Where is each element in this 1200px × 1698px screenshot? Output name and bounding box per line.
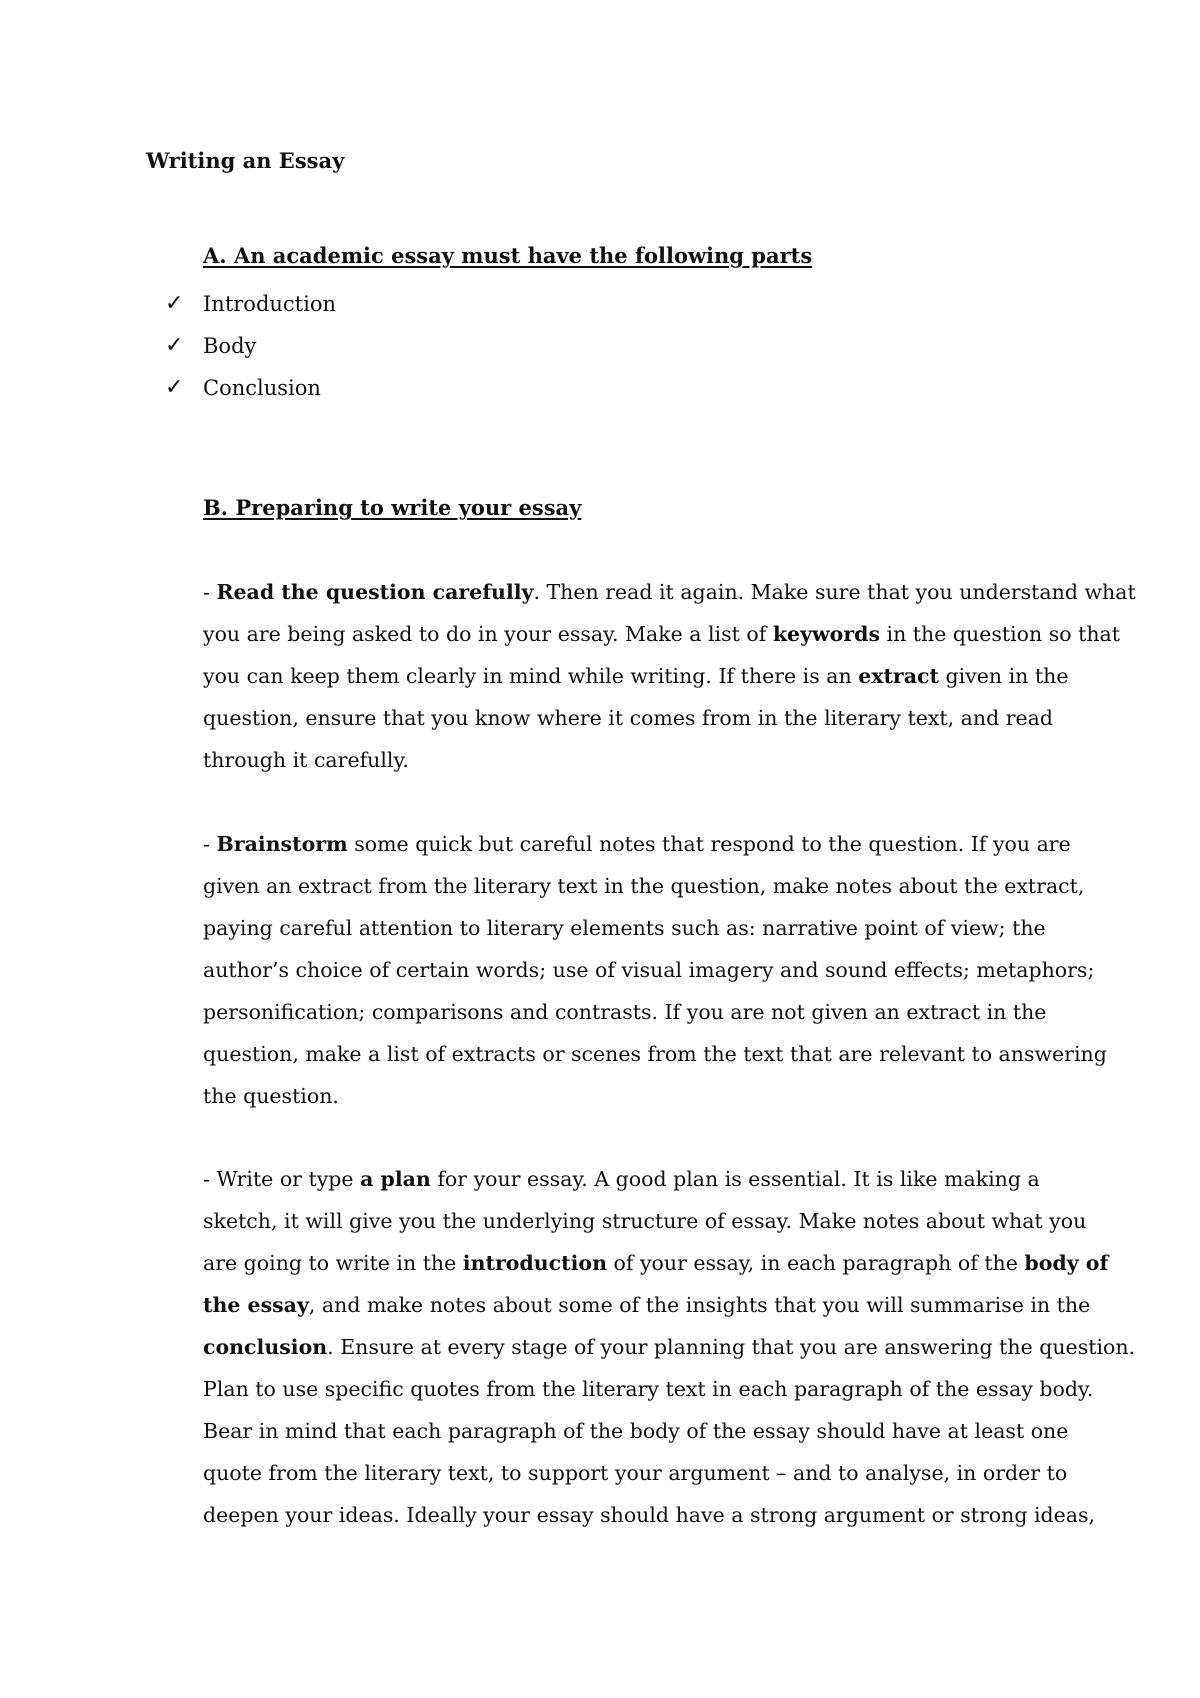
- paragraph-line: given an extract from the literary text in the question, make notes about the extract,: [203, 874, 1085, 898]
- paragraph-line: you can keep them clearly in mind while writing. If there is an extract given in the: [203, 664, 1069, 688]
- bold-keyword: the essay: [203, 1293, 309, 1317]
- essay-parts-checklist: [165, 283, 336, 409]
- checklist-item-label: Conclusion: [203, 376, 321, 400]
- checklist-item-label: Introduction: [203, 292, 336, 316]
- checklist-item: [165, 367, 336, 409]
- paragraph-line: quote from the literary text, to support your argument – and to analyse, in order to: [203, 1461, 1068, 1485]
- bold-keyword: keywords: [772, 622, 880, 646]
- checkmark-icon: ✓: [165, 291, 184, 316]
- paragraph-line: - Read the question carefully. Then read it again. Make sure that you understand what: [203, 580, 1136, 604]
- paragraph-line: conclusion. Ensure at every stage of your planning that you are answering the question.: [203, 1335, 1136, 1359]
- checklist-item: [165, 283, 336, 325]
- checkmark-icon: ✓: [165, 333, 184, 358]
- paragraph-line: question, make a list of extracts or scenes from the text that are relevant to answering: [203, 1042, 1107, 1066]
- paragraph-line: Plan to use specific quotes from the literary text in each paragraph of the essay body.: [203, 1377, 1094, 1401]
- paragraph-line: through it carefully.: [203, 748, 409, 772]
- document-title: Writing an Essay: [146, 148, 345, 173]
- bold-keyword: extract: [858, 664, 939, 688]
- bold-keyword: conclusion: [203, 1335, 328, 1359]
- paragraph-line: the question.: [203, 1084, 339, 1108]
- paragraph-line: Bear in mind that each paragraph of the body of the essay should have at least one: [203, 1419, 1069, 1443]
- paragraph-line: - Write or type a plan for your essay. A good plan is essential. It is like making a: [203, 1167, 1040, 1191]
- checklist-item-label: Body: [203, 334, 257, 358]
- bold-keyword: Brainstorm: [216, 832, 348, 856]
- section-b-heading: B. Preparing to write your essay: [203, 495, 582, 520]
- paragraph-brainstorm: [203, 823, 1107, 1117]
- paragraph-line: author’s choice of certain words; use of visual imagery and sound effects; metaphors;: [203, 958, 1095, 982]
- bold-keyword: body of: [1024, 1251, 1109, 1275]
- paragraph-read-question: [203, 571, 1136, 781]
- paragraph-line: sketch, it will give you the underlying structure of essay. Make notes about what you: [203, 1209, 1087, 1233]
- bold-keyword: introduction: [462, 1251, 607, 1275]
- paragraph-line: you are being asked to do in your essay. Make a list of keywords in the question so that: [203, 622, 1120, 646]
- section-a-heading: A. An academic essay must have the following parts: [203, 243, 813, 268]
- bold-keyword: a plan: [360, 1167, 431, 1191]
- checkmark-icon: ✓: [165, 375, 184, 400]
- checklist-item: [165, 325, 336, 367]
- paragraph-plan: [203, 1158, 1136, 1536]
- paragraph-line: personification; comparisons and contrasts. If you are not given an extract in the: [203, 1000, 1047, 1024]
- paragraph-line: paying careful attention to literary elements such as: narrative point of view; the: [203, 916, 1046, 940]
- paragraph-line: are going to write in the introduction of your essay, in each paragraph of the body of: [203, 1251, 1109, 1275]
- paragraph-line: question, ensure that you know where it comes from in the literary text, and read: [203, 706, 1054, 730]
- paragraph-line: the essay, and make notes about some of the insights that you will summarise in the: [203, 1293, 1091, 1317]
- paragraph-line: deepen your ideas. Ideally your essay should have a strong argument or strong ideas,: [203, 1503, 1096, 1527]
- paragraph-line: - Brainstorm some quick but careful notes that respond to the question. If you are: [203, 832, 1071, 856]
- bold-keyword: Read the question carefully: [216, 580, 534, 604]
